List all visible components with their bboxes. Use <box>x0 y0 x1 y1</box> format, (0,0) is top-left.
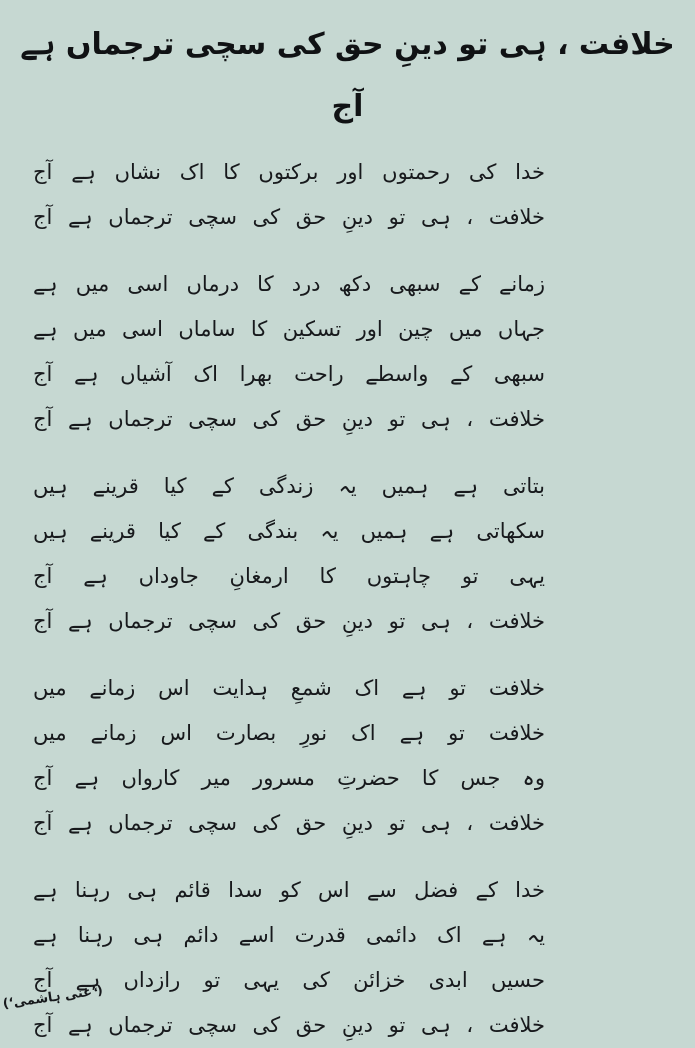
stanza-1 <box>33 150 545 240</box>
stanza-2 <box>33 262 545 442</box>
verse-line: حسیں ابدی خزائن کی یہی تو رازداں ہے آج <box>33 968 545 992</box>
verse-line: وہ جس کا حضرتِ مسرور میر کارواں ہے آج <box>33 766 545 790</box>
stanza-3 <box>33 464 545 644</box>
verse-line-refrain: خلافت ، ہی تو دینِ حق کی سچی ترجماں ہے آج <box>33 1013 545 1037</box>
verse-line: خدا کی رحمتوں اور برکتوں کا اک نشاں ہے آج <box>33 160 545 184</box>
verse-line: یہی تو چاہتوں کا ارمغانِ جاوداں ہے آج <box>33 564 545 588</box>
poet-attribution: (’غنی ہاشمی‘) <box>1 983 104 1012</box>
verse-line: خلافت تو ہے اک نورِ بصارت اس زمانے میں <box>33 721 545 745</box>
verse-line-refrain: خلافت ، ہی تو دینِ حق کی سچی ترجماں ہے آج <box>33 609 545 633</box>
verse-line: خدا کے فضل سے اس کو سدا قائم ہی رہنا ہے <box>33 878 545 902</box>
stanza-5 <box>33 868 545 1048</box>
verse-line: جہاں میں چین اور تسکین کا ساماں اسی میں ہے <box>33 317 545 341</box>
verse-line: سکھاتی ہے ہمیں یہ بندگی کے کیا قرینے ہیں <box>33 519 545 543</box>
verse-line-refrain: خلافت ، ہی تو دینِ حق کی سچی ترجماں ہے آج <box>33 205 545 229</box>
verse-line: سبھی کے واسطے راحت بھرا اک آشیاں ہے آج <box>33 362 545 386</box>
verse-line: خلافت تو ہے اک شمعِ ہدایت اس زمانے میں <box>33 676 545 700</box>
poem-body <box>33 150 545 1048</box>
verse-line-refrain: خلافت ، ہی تو دینِ حق کی سچی ترجماں ہے آج <box>33 811 545 835</box>
stanza-4 <box>33 666 545 846</box>
verse-line: زمانے کے سبھی دکھ درد کا درماں اسی میں ہے <box>33 272 545 296</box>
verse-line-refrain: خلافت ، ہی تو دینِ حق کی سچی ترجماں ہے آج <box>33 407 545 431</box>
verse-line: بتاتی ہے ہمیں یہ زندگی کے کیا قرینے ہیں <box>33 474 545 498</box>
verse-line: یہ ہے اک دائمی قدرت اسے دائم ہی رہنا ہے <box>33 923 545 947</box>
poem-title: خلافت ، ہی تو دینِ حق کی سچی ترجماں ہے آج <box>20 27 675 124</box>
